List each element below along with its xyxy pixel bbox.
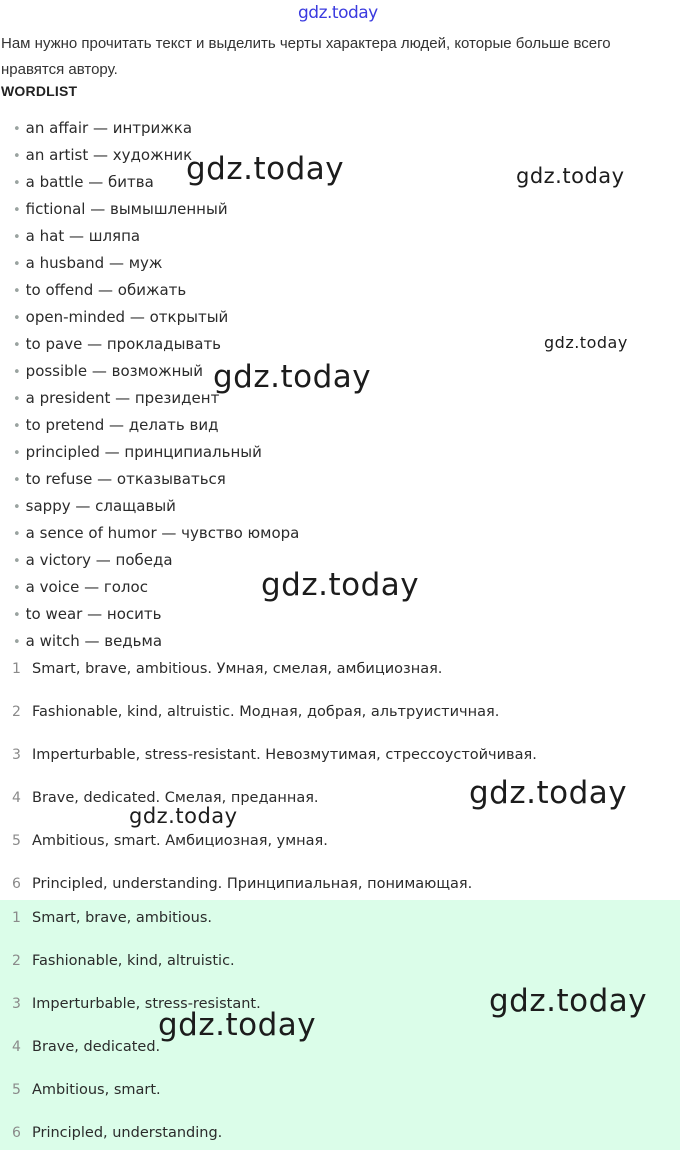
wordlist-item: • a husband — муж	[13, 254, 163, 272]
answer-text: Smart, brave, ambitious. Умная, смелая, амбициозная.	[32, 661, 443, 677]
wordlist-item: • a hat — шляпа	[13, 227, 141, 245]
answer-text: Fashionable, kind, altruistic. Модная, добрая, альтруистичная.	[32, 704, 500, 720]
answer-number: 4	[12, 790, 21, 806]
answer-number: 4	[12, 1039, 21, 1055]
wordlist-item: • fictional — вымышленный	[13, 200, 228, 218]
bullet-icon: •	[13, 500, 21, 515]
answer-number: 3	[12, 747, 21, 763]
watermark: gdz.today	[544, 333, 628, 352]
wordlist-item: • a sence of humor — чувство юмора	[13, 524, 300, 542]
bullet-icon: •	[13, 608, 21, 623]
answer-number: 6	[12, 1125, 21, 1141]
wordlist-item: • to refuse — отказываться	[13, 470, 226, 488]
answer-text: Brave, dedicated. Смелая, преданная.	[32, 790, 319, 806]
wordlist-item: • to pretend — делать вид	[13, 416, 219, 434]
answer-item	[0, 1123, 680, 1166]
bullet-icon: •	[13, 284, 21, 299]
wordlist-item: • an affair — интрижка	[13, 119, 193, 137]
answer-text: Imperturbable, stress-resistant.	[32, 996, 261, 1012]
answer-item	[0, 702, 680, 745]
wordlist-item: • a victory — победа	[13, 551, 173, 569]
bullet-icon: •	[13, 230, 21, 245]
bullet-icon: •	[13, 176, 21, 191]
answer-number: 2	[12, 704, 21, 720]
bullet-icon: •	[13, 581, 21, 596]
answer-text: Ambitious, smart.	[32, 1082, 161, 1098]
watermark: gdz.today	[261, 567, 420, 603]
wordlist-item: • a president — президент	[13, 389, 220, 407]
answer-text: Principled, understanding.	[32, 1125, 223, 1141]
bullet-icon: •	[13, 311, 21, 326]
wordlist-item: • sappy — слащавый	[13, 497, 176, 515]
watermark: gdz.today	[129, 804, 238, 828]
answer-number: 5	[12, 833, 21, 849]
wordlist-item: • possible — возможный	[13, 362, 204, 380]
answer-number: 1	[12, 661, 21, 677]
bullet-icon: •	[13, 446, 21, 461]
wordlist-item: • to pave — прокладывать	[13, 335, 222, 353]
wordlist-item: • a witch — ведьма	[13, 632, 163, 650]
answer-text: Smart, brave, ambitious.	[32, 910, 213, 926]
watermark: gdz.today	[158, 1007, 317, 1043]
answer-number: 3	[12, 996, 21, 1012]
wordlist-item: • to wear — носить	[13, 605, 162, 623]
bullet-icon: •	[13, 554, 21, 569]
watermark: gdz.today	[489, 983, 648, 1019]
wordlist-item: • a voice — голос	[13, 578, 148, 596]
wordlist-item: • principled — принципиальный	[13, 443, 262, 461]
answer-number: 5	[12, 1082, 21, 1098]
bullet-icon: •	[13, 527, 21, 542]
answer-text: Ambitious, smart. Амбициозная, умная.	[32, 833, 328, 849]
answer-number: 2	[12, 953, 21, 969]
answer-item	[0, 1080, 680, 1123]
answer-item	[0, 659, 680, 702]
bullet-icon: •	[13, 338, 21, 353]
watermark: gdz.today	[516, 164, 625, 188]
task-intro-text: Нам нужно прочитать текст и выделить черты характера людей, которые больше всего нравятся автору.	[1, 35, 611, 78]
answers-list-english	[0, 908, 680, 1166]
answer-item	[0, 831, 680, 874]
bullet-icon: •	[13, 122, 21, 137]
wordlist-heading: WORDLIST	[1, 83, 78, 99]
wordlist-item: • an artist — художник	[13, 146, 193, 164]
bullet-icon: •	[13, 392, 21, 407]
watermark: gdz.today	[469, 775, 628, 811]
answer-text: Imperturbable, stress-resistant. Невозмутимая, стрессоустойчивая.	[32, 747, 537, 763]
answer-text: Brave, dedicated.	[32, 1039, 161, 1055]
wordlist-item: • a battle — битва	[13, 173, 154, 191]
answer-number: 1	[12, 910, 21, 926]
wordlist-item: • to offend — обижать	[13, 281, 187, 299]
bullet-icon: •	[13, 149, 21, 164]
answer-item	[0, 908, 680, 951]
bullet-icon: •	[13, 203, 21, 218]
bullet-icon: •	[13, 365, 21, 380]
wordlist-item: • open-minded — открытый	[13, 308, 229, 326]
bullet-icon: •	[13, 473, 21, 488]
answer-number: 6	[12, 876, 21, 892]
answer-item	[0, 1037, 680, 1080]
watermark: gdz.today	[213, 359, 372, 395]
answer-text: Fashionable, kind, altruistic.	[32, 953, 235, 969]
watermark: gdz.today	[186, 151, 345, 187]
bullet-icon: •	[13, 257, 21, 272]
site-watermark-header: gdz.today	[298, 3, 378, 23]
bullet-icon: •	[13, 419, 21, 434]
answer-text: Principled, understanding. Принципиальная, понимающая.	[32, 876, 473, 892]
bullet-icon: •	[13, 635, 21, 650]
